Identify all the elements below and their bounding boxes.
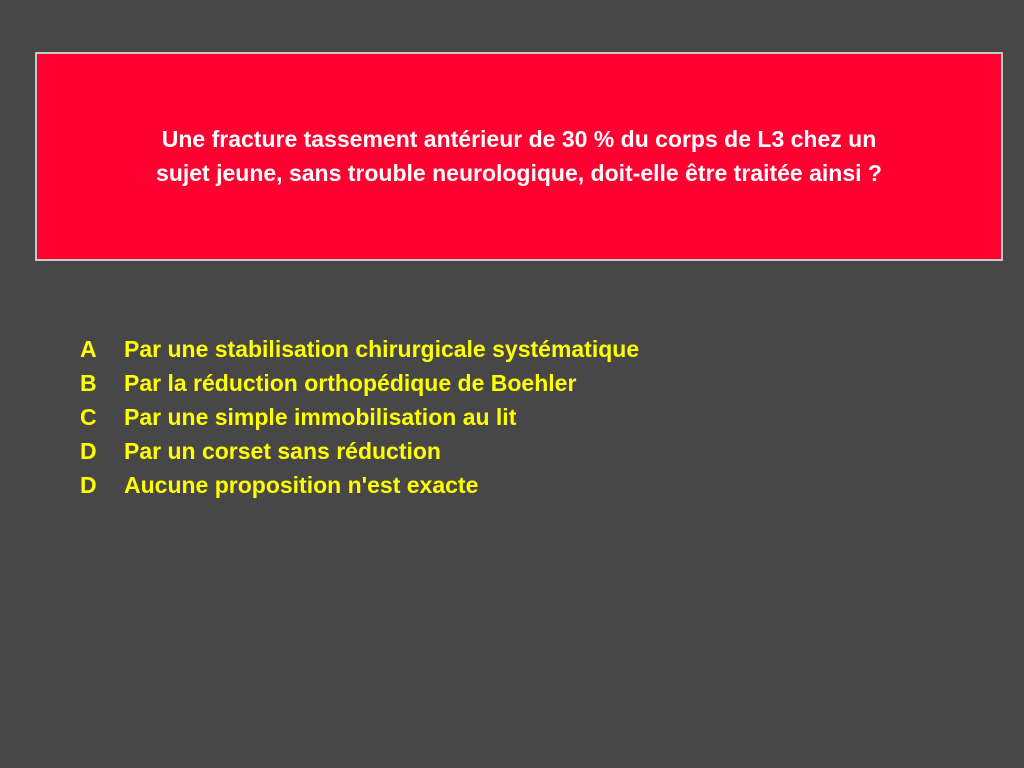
answer-option-b[interactable] bbox=[80, 366, 639, 400]
answer-text: Par la réduction orthopédique de Boehler bbox=[124, 370, 577, 396]
answer-option-e[interactable] bbox=[80, 468, 639, 502]
answer-option-c[interactable] bbox=[80, 400, 639, 434]
question-text bbox=[37, 122, 1001, 190]
answer-letter: D bbox=[80, 472, 97, 498]
answer-letter: C bbox=[80, 404, 97, 430]
answer-option-d[interactable] bbox=[80, 434, 639, 468]
question-box bbox=[35, 52, 1003, 261]
answer-text: Aucune proposition n'est exacte bbox=[124, 472, 479, 498]
answer-text: Par une stabilisation chirurgicale systématique bbox=[124, 336, 640, 362]
question-line-2: sujet jeune, sans trouble neurologique, doit-elle être traitée ainsi ? bbox=[156, 160, 882, 186]
question-line-1: Une fracture tassement antérieur de 30 % du corps de L3 chez un bbox=[161, 126, 877, 152]
answer-list bbox=[80, 332, 639, 502]
answer-option-a[interactable] bbox=[80, 332, 639, 366]
answer-letter: B bbox=[80, 370, 97, 396]
answer-text: Par une simple immobilisation au lit bbox=[124, 404, 517, 430]
answer-letter: A bbox=[80, 336, 97, 362]
answer-letter: D bbox=[80, 438, 97, 464]
answer-text: Par un corset sans réduction bbox=[124, 438, 441, 464]
